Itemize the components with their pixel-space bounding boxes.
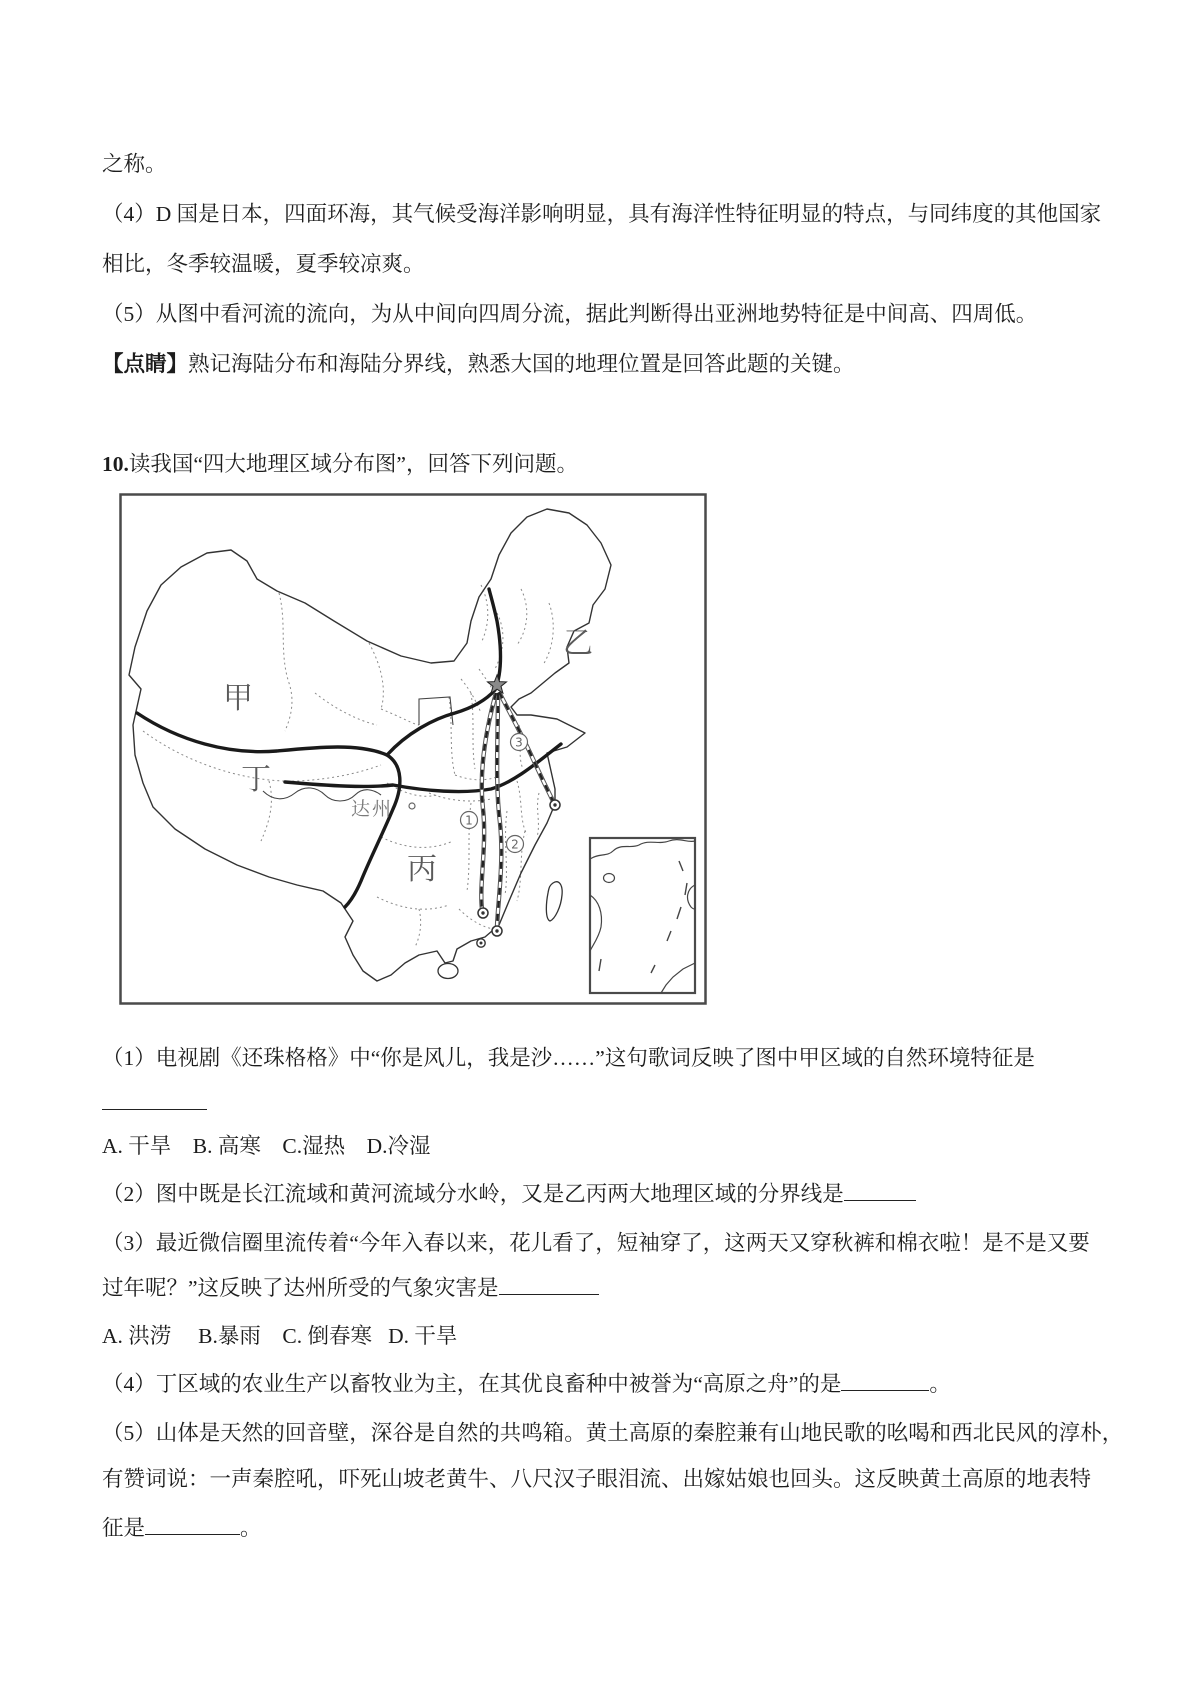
answer-blank-5 bbox=[145, 1517, 240, 1535]
text-line: 相比，冬季较温暖，夏季较凉爽。 bbox=[102, 252, 425, 276]
tip-tag: 【点睛】 bbox=[102, 352, 189, 376]
q10-sub5-line2: 有赞词说：一声秦腔吼，吓死山坡老黄牛、八尺汉子眼泪流、出嫁姑娘也回头。这反映黄土高原的地表特 bbox=[102, 1467, 1092, 1491]
answer-blank-1 bbox=[102, 1092, 207, 1110]
answer-blank-3 bbox=[499, 1277, 599, 1295]
q10-sub5-line3 bbox=[102, 1515, 262, 1541]
q10-options1: A. 干旱 B. 高寒 C.湿热 D.冷湿 bbox=[102, 1134, 431, 1158]
q10-stem bbox=[102, 451, 578, 477]
tip-text: 熟记海陆分布和海陆分界线，熟悉大国的地理位置是回答此题的关键。 bbox=[188, 352, 855, 376]
q10-sub2-text: （2）图中既是长江流域和黄河流域分水岭，又是乙丙两大地理区域的分界线是 bbox=[102, 1182, 844, 1206]
q10-sub2 bbox=[102, 1181, 916, 1207]
text-line: （5）从图中看河流的流向，为从中间向四周分流，据此判断得出亚洲地势特征是中间高、四周低。 bbox=[102, 302, 1038, 326]
answer-blank-4 bbox=[841, 1373, 929, 1391]
q10-sub3-text: 过年呢？”这反映了达州所受的气象灾害是 bbox=[102, 1276, 499, 1300]
q10-sub5-text: 征是 bbox=[102, 1516, 146, 1540]
q10-sub4-period: 。 bbox=[929, 1372, 951, 1396]
q10-sub3-line2 bbox=[102, 1275, 599, 1301]
text-line: 之称。 bbox=[102, 152, 167, 176]
dazhou-city-dot bbox=[409, 803, 415, 809]
q10-sub1-blank-row bbox=[102, 1090, 207, 1116]
china-four-regions-map bbox=[119, 493, 707, 1005]
region-label-bing: 丙 bbox=[407, 853, 437, 886]
railway-1-label: 1 bbox=[465, 813, 473, 828]
q10-number: 10. bbox=[102, 452, 129, 476]
region-label-yi: 乙 bbox=[563, 627, 593, 660]
railway-3-label: 3 bbox=[515, 735, 523, 750]
region-label-jia: 甲 bbox=[223, 682, 253, 715]
q10-sub4 bbox=[102, 1371, 951, 1397]
q10-sub3-line1: （3）最近微信圈里流传着“今年入春以来，花儿看了，短袖穿了，这两天又穿秋裤和棉衣啦！是不是又要 bbox=[102, 1231, 1090, 1255]
railway-2-label: 2 bbox=[511, 837, 519, 852]
q10-sub1: （1）电视剧《还珠格格》中“你是风儿，我是沙……”这句歌词反映了图中甲区域的自然环境特征是 bbox=[102, 1046, 1035, 1070]
text-line: （4）D 国是日本，四面环海，其气候受海洋影响明显，具有海洋性特征明显的特点，与同纬度的其他国家 bbox=[102, 202, 1102, 226]
region-label-ding: 丁 bbox=[241, 763, 271, 796]
q10-sub4-text: （4）丁区域的农业生产以畜牧业为主，在其优良畜种中被誉为“高原之舟”的是 bbox=[102, 1372, 842, 1396]
answer-blank-2 bbox=[844, 1183, 916, 1201]
tip-line bbox=[102, 351, 855, 377]
dazhou-city-label: 达州 bbox=[351, 799, 394, 820]
south-china-sea-inset bbox=[590, 838, 695, 993]
q10-options3: A. 洪涝 B.暴雨 C. 倒春寒 D. 干旱 bbox=[102, 1324, 458, 1348]
q10-sub5-period: 。 bbox=[240, 1516, 262, 1540]
q10-stem-text: 读我国“四大地理区域分布图”，回答下列问题。 bbox=[128, 452, 578, 476]
q10-sub5-line1: （5）山体是天然的回音壁，深谷是自然的共鸣箱。黄土高原的秦腔兼有山地民歌的吆喝和西北民风的淳朴， bbox=[102, 1421, 1124, 1445]
map-svg bbox=[119, 493, 707, 1005]
